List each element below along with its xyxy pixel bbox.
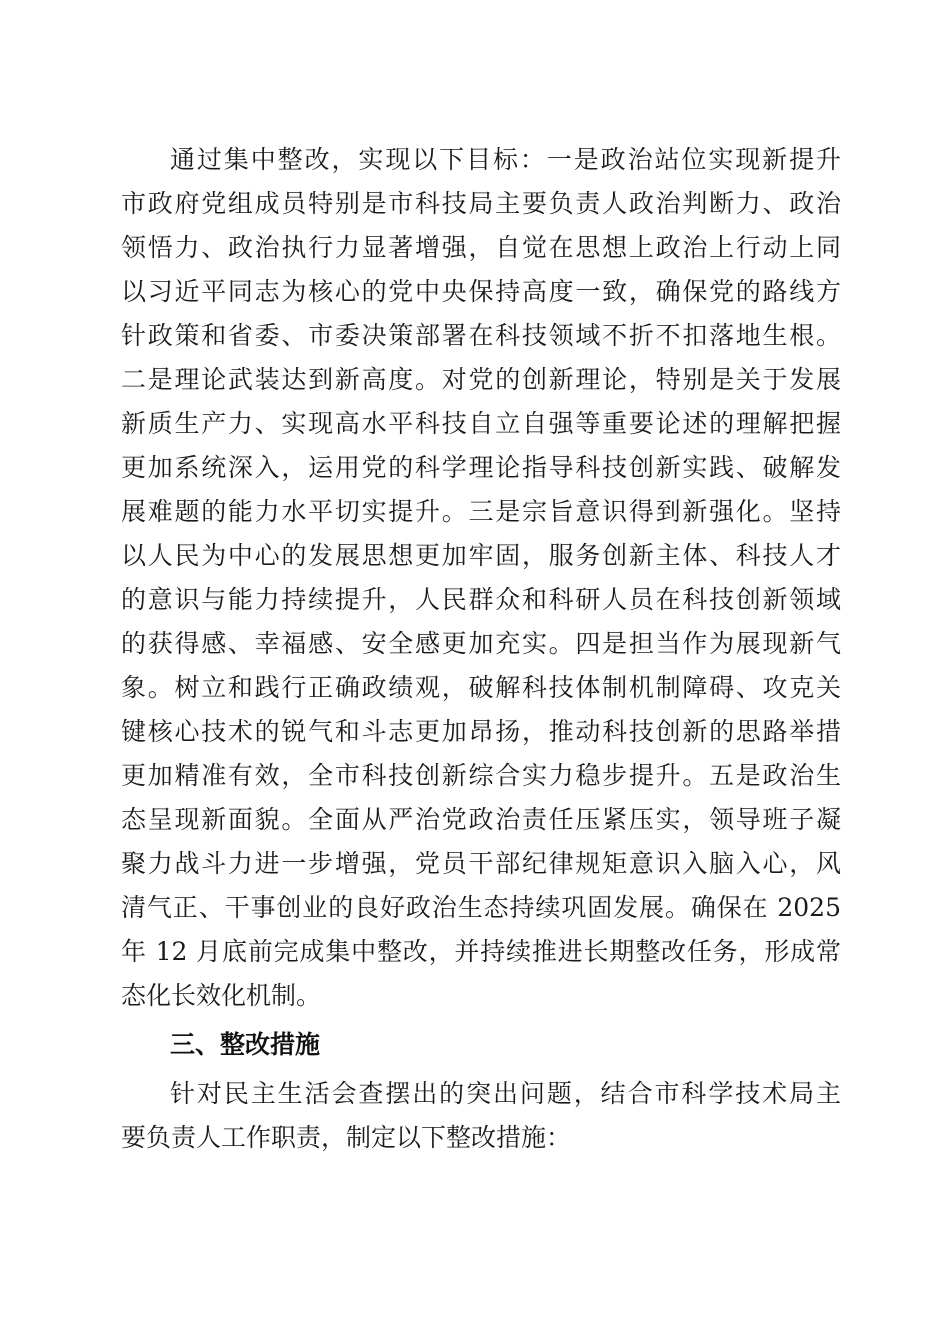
text-line: 清气正、干事创业的良好政治生态持续巩固发展。确保在 2025 [121, 893, 841, 922]
text-line: 聚力战斗力进一步增强，党员干部纪律规矩意识入脑入心，风 [121, 849, 841, 878]
section-heading: 三、整改措施 [170, 1030, 321, 1059]
text-line: 市政府党组成员特别是市科技局主要负责人政治判断力、政治 [121, 189, 841, 218]
text-line: 键核心技术的锐气和斗志更加昂扬，推动科技创新的思路举措 [121, 717, 841, 746]
text-line: 更加系统深入，运用党的科学理论指导科技创新实践、破解发 [121, 453, 841, 482]
text-line: 象。树立和践行正确政绩观，破解科技体制机制障碍、攻克关 [121, 673, 841, 702]
text-line: 以习近平同志为核心的党中央保持高度一致，确保党的路线方 [121, 277, 841, 306]
text-line: 更加精准有效，全市科技创新综合实力稳步提升。五是政治生 [121, 761, 841, 790]
text-line: 通过集中整改，实现以下目标：一是政治站位实现新提升 [170, 145, 841, 174]
text-line: 年 12 月底前完成集中整改，并持续推进长期整改任务，形成常 [121, 937, 841, 966]
text-line: 以人民为中心的发展思想更加牢固，服务创新主体、科技人才 [121, 541, 841, 570]
text-line: 针政策和省委、市委决策部署在科技领域不折不扣落地生根。 [121, 321, 841, 350]
text-line: 的意识与能力持续提升，人民群众和科研人员在科技创新领域 [121, 585, 841, 614]
text-line: 展难题的能力水平切实提升。三是宗旨意识得到新强化。坚持 [121, 497, 841, 526]
text-line: 二是理论武装达到新高度。对党的创新理论，特别是关于发展 [121, 365, 841, 394]
text-line: 针对民主生活会查摆出的突出问题，结合市科学技术局主 [170, 1079, 841, 1108]
text-line: 态化长效化机制。 [121, 981, 322, 1010]
text-line: 的获得感、幸福感、安全感更加充实。四是担当作为展现新气 [121, 629, 841, 658]
text-line: 要负责人工作职责，制定以下整改措施： [121, 1123, 572, 1152]
text-line: 领悟力、政治执行力显著增强，自觉在思想上政治上行动上同 [121, 233, 841, 262]
text-line: 新质生产力、实现高水平科技自立自强等重要论述的理解把握 [121, 409, 841, 438]
text-line: 态呈现新面貌。全面从严治党政治责任压紧压实，领导班子凝 [121, 805, 841, 834]
